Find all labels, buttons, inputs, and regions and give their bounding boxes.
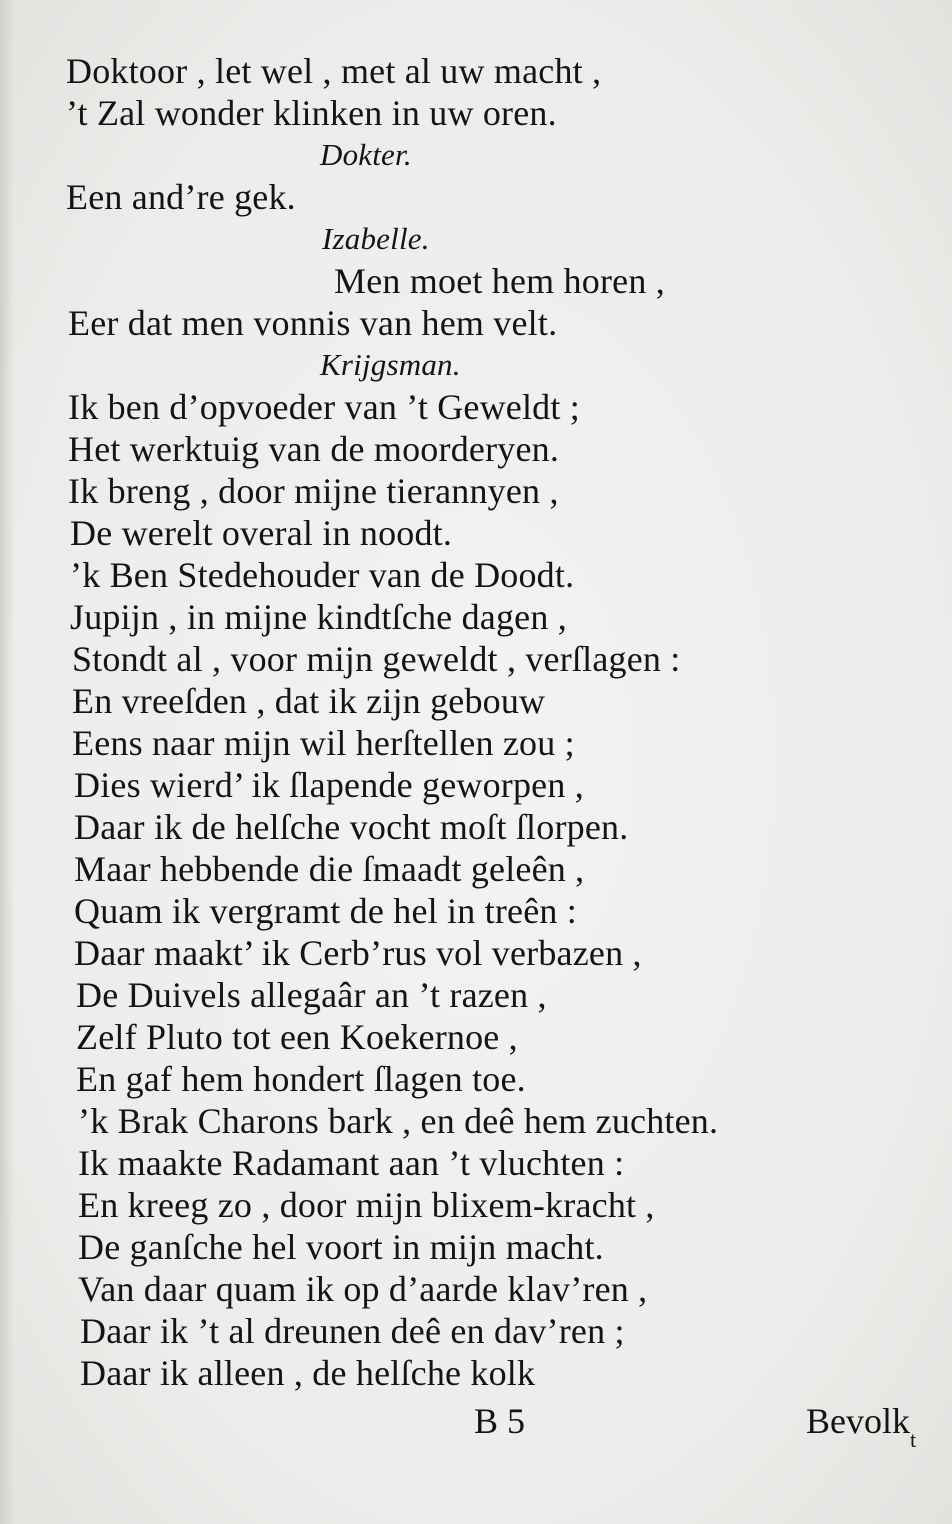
verse-line: Een and’re gek. <box>66 177 296 217</box>
verse-line: De ganſche hel voort in mijn macht. <box>78 1227 604 1267</box>
verse-line: Dies wierd’ ik ſlapende geworpen , <box>74 765 584 805</box>
verse-line: De werelt overal in noodt. <box>70 513 453 553</box>
signature-mark: B 5 <box>474 1401 526 1441</box>
verse-line: Daar maakt’ ik Cerb’rus vol verbazen , <box>74 933 642 973</box>
speaker-name: Krijgsman. <box>320 347 461 382</box>
verse-line: ’k Ben Stedehouder van de Doodt. <box>70 555 575 595</box>
verse-line: En gaf hem hondert ſlagen toe. <box>76 1059 526 1099</box>
page-edge-shadow <box>0 0 14 1524</box>
verse-line: Zelf Pluto tot een Koekernoe , <box>76 1017 518 1057</box>
verse-line: Maar hebbende die ſmaadt geleên , <box>74 849 585 889</box>
verse-line: De Duivels allegaâr an ’t razen , <box>76 975 547 1015</box>
verse-line: Het werktuig van de moorderyen. <box>68 429 560 469</box>
verse-line: ’t Zal wonder klinken in uw oren. <box>66 93 557 133</box>
speaker-name: Izabelle. <box>322 221 430 256</box>
catchword <box>806 1400 916 1461</box>
catchword-tail: t <box>910 1427 917 1452</box>
verse-line: En kreeg zo , door mijn blixem-kracht , <box>78 1185 655 1225</box>
verse-line: ’k Brak Charons bark , en deê hem zuchten. <box>78 1101 719 1141</box>
verse-line: Jupijn , in mijne kindtſche dagen , <box>70 597 567 637</box>
verse-line: Doktoor , let wel , met al uw macht , <box>66 51 602 91</box>
verse-line: Stondt al , voor mijn geweldt , verſlagen : <box>72 639 681 679</box>
verse-line: Eens naar mijn wil herſtellen zou ; <box>72 723 575 763</box>
speaker-name: Dokter. <box>320 137 412 172</box>
verse-line: Daar ik alleen , de helſche kolk <box>80 1353 536 1393</box>
catchword-text: Bevolk <box>806 1401 910 1441</box>
verse-line: Quam ik vergramt de hel in treên : <box>74 891 577 931</box>
verse-line: Eer dat men vonnis van hem velt. <box>68 303 558 343</box>
verse-line: Ik maakte Radamant aan ’t vluchten : <box>78 1143 625 1183</box>
verse-line: Men moet hem horen , <box>334 261 665 301</box>
verse-line: Daar ik de helſche vocht moſt ſlorpen. <box>74 807 629 847</box>
verse-line: Ik ben d’opvoeder van ’t Geweldt ; <box>68 387 580 427</box>
verse-line: Daar ik ’t al dreunen deê en dav’ren ; <box>80 1311 625 1351</box>
verse-line: En vreeſden , dat ik zijn gebouw <box>72 681 546 721</box>
verse-line: Ik breng , door mijne tierannyen , <box>68 471 559 511</box>
verse-line: Van daar quam ik op d’aarde klav’ren , <box>78 1269 648 1309</box>
